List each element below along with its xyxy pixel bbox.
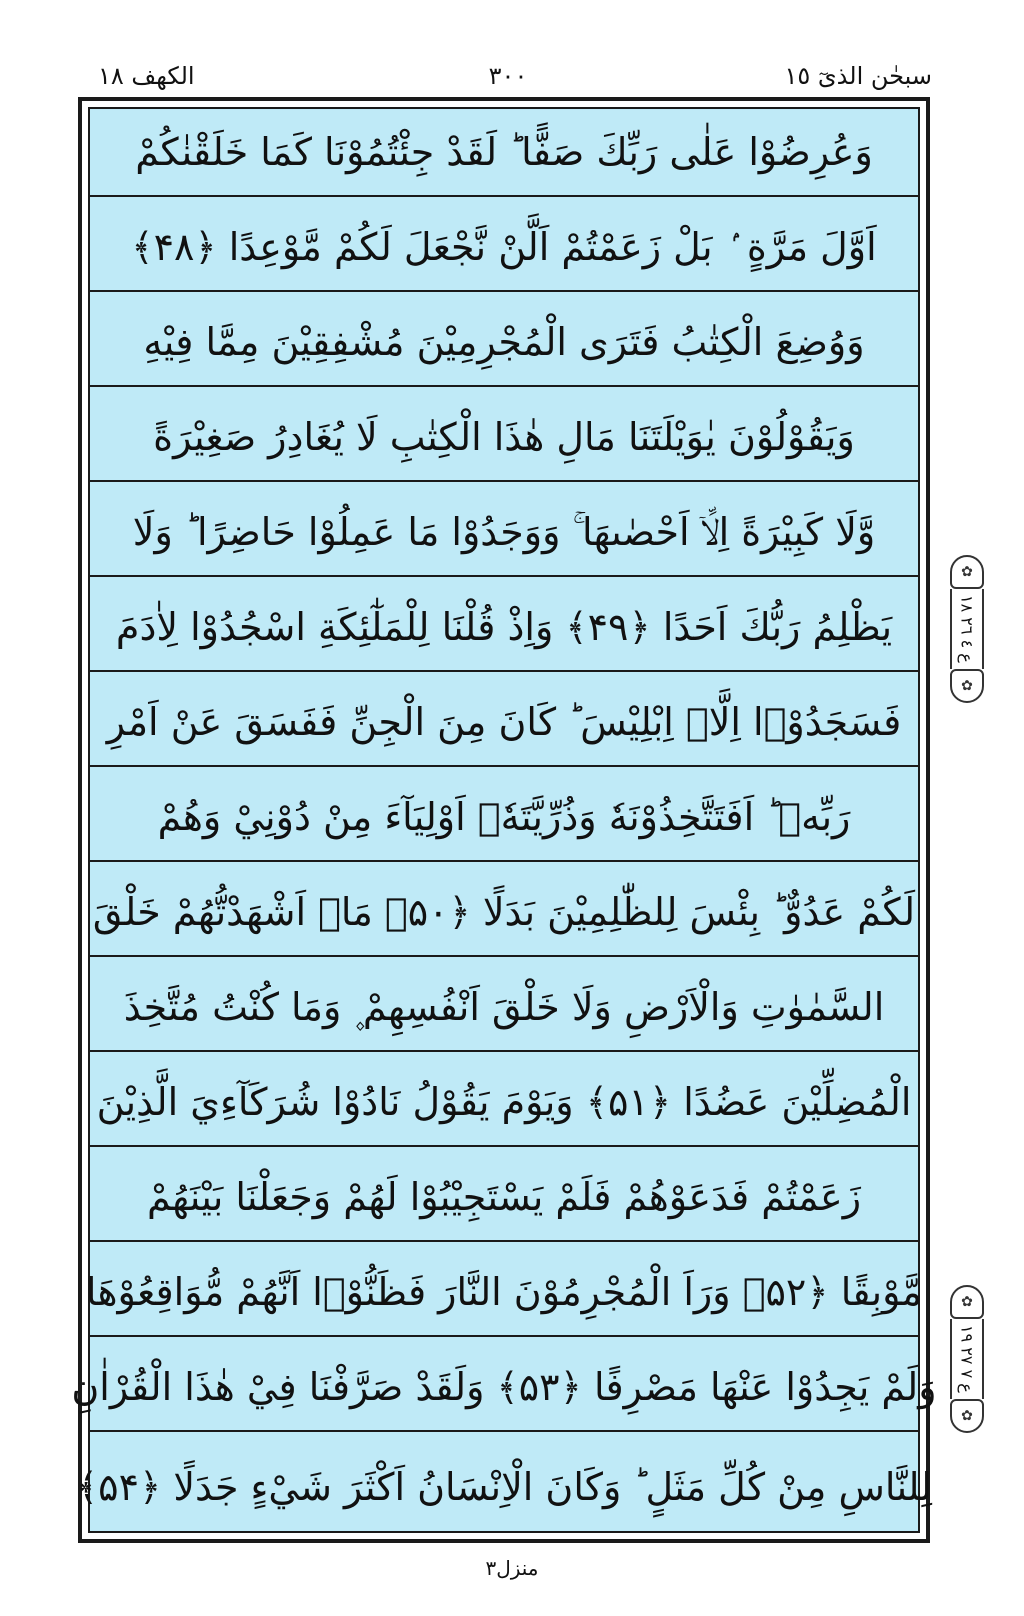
page-frame [71,97,937,1543]
text-line: وَوُضِعَ الْكِتٰبُ فَتَرَى الْمُجْرِمِيْنَ مُشْفِقِيْنَ مِمَّا فِيْهِ [90,299,918,387]
text-line: رَبِّهٖ ؕ اَفَتَتَّخِذُوْنَهٗ وَذُرِّيَّتَهٗۤ اَوْلِيَآءَ مِنْ دُوْنِيْ وَهُمْ [90,774,918,862]
ornament-icon: ✿ [950,669,984,703]
text-line: مَّوْبِقًا ﴿۵۲﴾ وَرَاَ الْمُجْرِمُوْنَ النَّارَ فَظَنُّوْۤا اَنَّهُمْ مُّوَاقِعُوْهَا [90,1249,918,1337]
text-line: الْمُضِلِّيْنَ عَضُدًا ﴿۵۱﴾ وَيَوْمَ يَقُوْلُ نَادُوْا شُرَكَآءِيَ الَّذِيْنَ [90,1059,918,1147]
text-line: زَعَمْتُمْ فَدَعَوْهُمْ فَلَمْ يَسْتَجِيْبُوْا لَهُمْ وَجَعَلْنَا بَيْنَهُمْ [90,1154,918,1242]
manzil-label: منزل٣ [485,1556,539,1580]
ruku-marker [944,1285,990,1433]
text-line: لَكُمْ عَدُوٌّ ؕ بِئْسَ لِلظّٰلِمِيْنَ بَدَلًا ﴿۵۰﴾ مَاۤ اَشْهَدْتُّهُمْ خَلْقَ [90,869,918,957]
text-line: لِلنَّاسِ مِنْ كُلِّ مَثَلٍ ؕ وَكَانَ الْاِنْسَانُ اَكْثَرَ شَيْءٍ جَدَلًا ﴿۵۴﴾ [75,1465,933,1509]
text-line: السَّمٰوٰتِ وَالْاَرْضِ وَلَا خَلْقَ اَنْفُسِهِمْ ۪ وَمَا كُنْتُ مُتَّخِذَ [90,964,918,1052]
text-line: وَيَقُوْلُوْنَ يٰوَيْلَتَنَا مَالِ هٰذَا الْكِتٰبِ لَا يُغَادِرُ صَغِيْرَةً [90,394,918,482]
text-panel [71,107,937,1533]
ruku-marker-text: ع ٧ ٢٧ ١٩ [950,1319,984,1399]
text-line: يَظْلِمُ رَبُّكَ اَحَدًا ﴿۴۹﴾ وَاِذْ قُلْنَا لِلْمَلٰٓئِكَةِ اسْجُدُوْا لِاٰدَمَ [90,584,918,672]
text-line: وَلَمْ يَجِدُوْا عَنْهَا مَصْرِفًا ﴿۵۳﴾ وَلَقَدْ صَرَّفْنَا فِيْ هٰذَا الْقُرْاٰنِ [90,1344,918,1432]
text-line: اَوَّلَ مَرَّةٍ ۢ بَلْ زَعَمْتُمْ اَلَّنْ نَّجْعَلَ لَكُمْ مَّوْعِدًا ﴿۴۸﴾ [90,204,918,292]
text-line: فَسَجَدُوْۤا اِلَّاۤ اِبْلِيْسَ ؕ كَانَ مِنَ الْجِنِّ فَفَسَقَ عَنْ اَمْرِ [90,679,918,767]
ornament-icon: ✿ [950,1285,984,1319]
text-line: وَّلَا كَبِيْرَةً اِلَّاۤ اَحْصٰىهَا ۚ وَوَجَدُوْا مَا عَمِلُوْا حَاضِرًا ؕ وَلَا [90,489,918,577]
ornament-icon: ✿ [950,555,984,589]
page-number: ٣٠٠ [488,62,528,90]
ruku-marker [944,555,990,703]
page-header [78,60,938,100]
para-title: سبحٰن الذیٓ ١٥ [784,62,932,90]
ornament-icon: ✿ [950,1399,984,1433]
surah-title: الكهف ١٨ [98,62,195,90]
text-line: وَعُرِضُوْا عَلٰى رَبِّكَ صَفًّا ؕ لَقَدْ جِئْتُمُوْنَا كَمَا خَلَقْنٰكُمْ [90,109,918,197]
ruku-marker-text: ع ٤ ٢٦ ١٨ [950,589,984,669]
